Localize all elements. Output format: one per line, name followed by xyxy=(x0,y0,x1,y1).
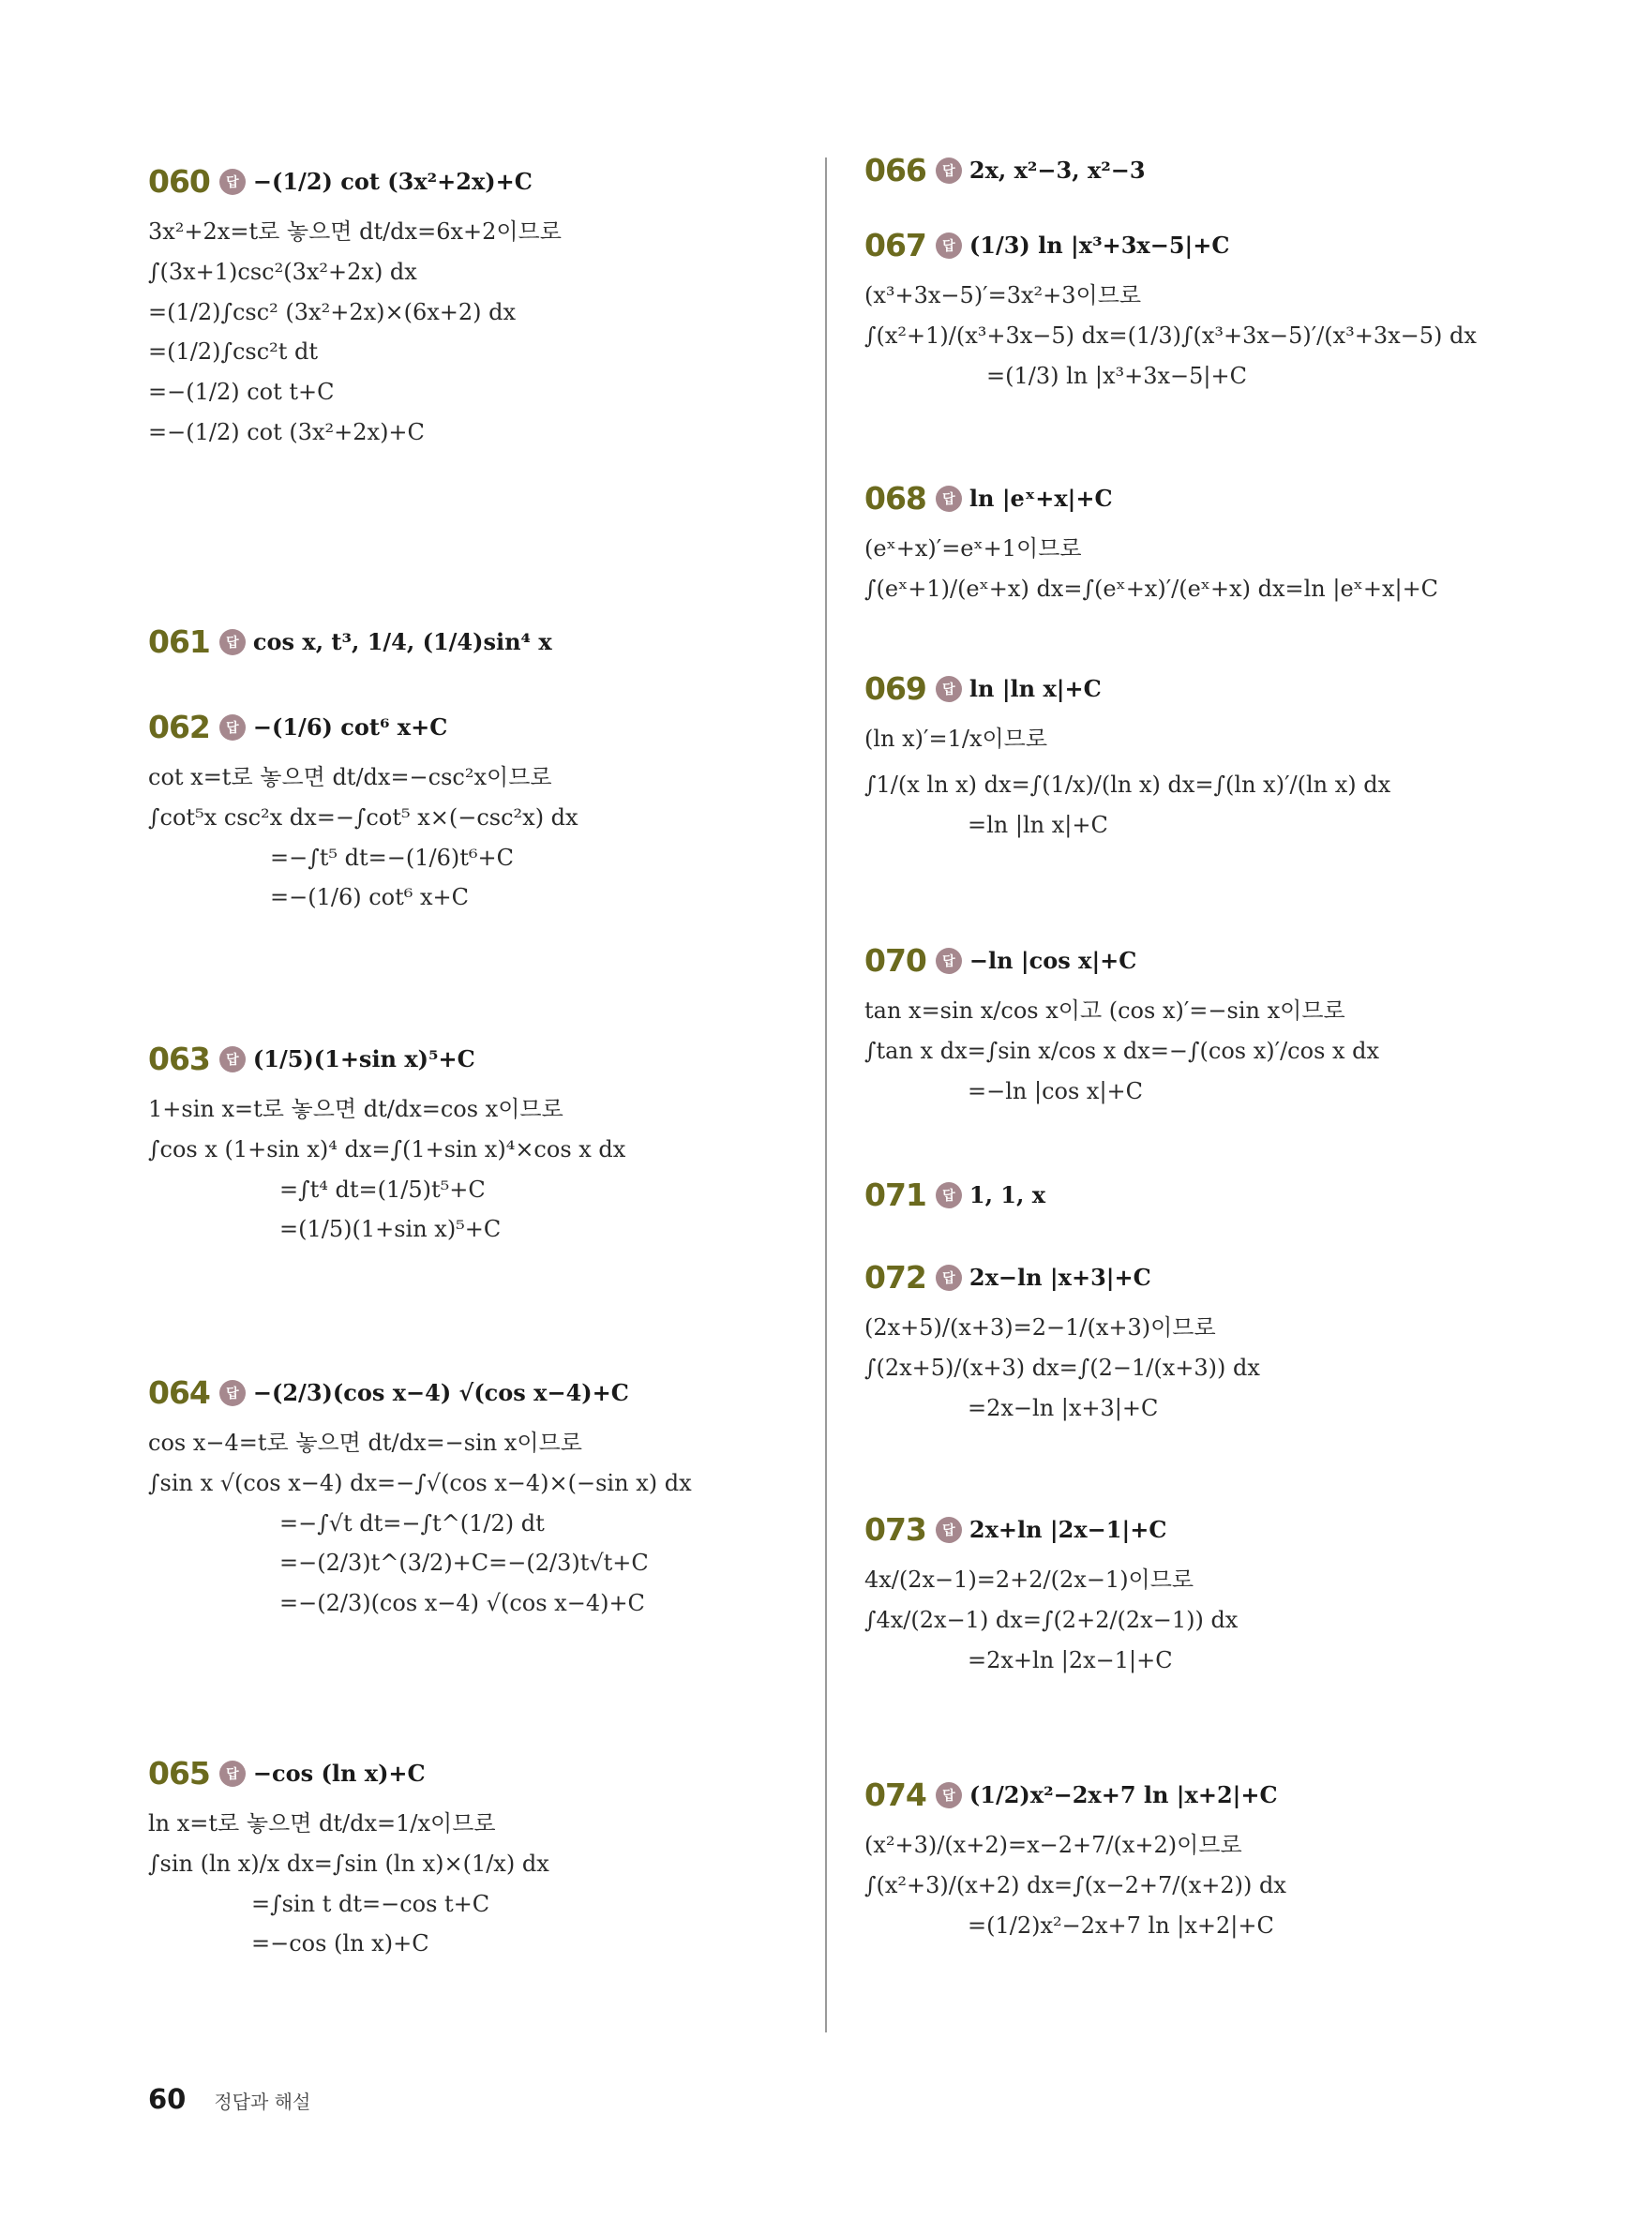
problem-062 xyxy=(148,709,578,911)
problem-071 xyxy=(864,1177,1045,1213)
solution-line: ∫4x/(2x−1) dx=∫(2+2/(2x−1)) dx xyxy=(864,1606,1239,1633)
solution-line: =−cos (ln x)+C xyxy=(251,1930,429,1957)
problem-073 xyxy=(864,1511,1238,1673)
solution-line: =∫t⁴ dt=(1/5)t⁵+C xyxy=(279,1176,486,1203)
solution-line: ∫(x²+1)/(x³+3x−5) dx=(1/3)∫(x³+3x−5)′/(x³+3x−5) dx xyxy=(864,322,1477,349)
solution-line: 4x/(2x−1)=2+2/(2x−1)이므로 xyxy=(864,1567,1194,1593)
answer-text: 2x−ln |x+3|+C xyxy=(969,1264,1151,1291)
problem-number: 071 xyxy=(864,1177,926,1213)
problem-069 xyxy=(864,670,1390,838)
problem-number: 064 xyxy=(148,1374,210,1411)
answer-badge: 답 xyxy=(219,1046,246,1072)
solution-line: 1+sin x=t로 놓으면 dt/dx=cos x이므로 xyxy=(148,1096,563,1122)
answer-badge: 답 xyxy=(219,1761,246,1787)
answer-badge: 답 xyxy=(936,676,962,702)
problem-number: 072 xyxy=(864,1259,926,1296)
solution-line: =(1/5)(1+sin x)⁵+C xyxy=(279,1216,502,1243)
answer-badge: 답 xyxy=(936,1265,962,1291)
solution-line: =(1/3) ln |x³+3x−5|+C xyxy=(986,362,1247,389)
solution-line: ∫(x²+3)/(x+2) dx=∫(x−2+7/(x+2)) dx xyxy=(864,1871,1286,1898)
problem-065 xyxy=(148,1755,549,1957)
solution-line: ∫1/(x ln x) dx=∫(1/x)/(ln x) dx=∫(ln x)′/(ln x) dx xyxy=(864,771,1391,798)
column-divider xyxy=(825,157,827,2032)
answer-text: −(2/3)(cos x−4) √(cos x−4)+C xyxy=(252,1379,629,1406)
answer-text: (1/2)x²−2x+7 ln |x+2|+C xyxy=(969,1781,1278,1808)
problem-number: 074 xyxy=(864,1777,926,1813)
page-footer xyxy=(148,2083,310,2115)
problem-064 xyxy=(148,1374,692,1617)
problem-number: 069 xyxy=(864,670,926,707)
problem-068 xyxy=(864,480,1438,603)
answer-badge: 답 xyxy=(219,169,246,195)
problem-number: 060 xyxy=(148,163,210,200)
answer-badge: 답 xyxy=(936,486,962,512)
solution-line: (2x+5)/(x+3)=2−1/(x+3)이므로 xyxy=(864,1314,1216,1341)
problem-066 xyxy=(864,152,1146,188)
solution-line: =2x−ln |x+3|+C xyxy=(968,1394,1159,1421)
problem-number: 067 xyxy=(864,227,926,263)
answer-badge: 답 xyxy=(936,157,962,184)
solution-line: =−(1/6) cot⁶ x+C xyxy=(270,884,469,911)
problem-number: 063 xyxy=(148,1041,210,1077)
solution-line: ∫cos x (1+sin x)⁴ dx=∫(1+sin x)⁴×cos x dx xyxy=(148,1135,626,1162)
answer-text: −(1/2) cot (3x²+2x)+C xyxy=(252,168,533,195)
problem-number: 062 xyxy=(148,709,210,745)
problem-number: 073 xyxy=(864,1511,926,1548)
answer-text: −ln |cos x|+C xyxy=(969,947,1137,974)
solution-line: 3x²+2x=t로 놓으면 dt/dx=6x+2이므로 xyxy=(148,218,562,245)
solution-line: =−(2/3)t^(3/2)+C=−(2/3)t√t+C xyxy=(279,1550,649,1577)
answer-badge: 답 xyxy=(936,1182,962,1208)
answer-text: ln |ln x|+C xyxy=(969,675,1102,702)
problem-number: 070 xyxy=(864,942,926,979)
solution-line: =(1/2)x²−2x+7 ln |x+2|+C xyxy=(968,1912,1274,1939)
solution-line: =−∫√t dt=−∫t^(1/2) dt xyxy=(279,1509,545,1537)
solution-line: (x³+3x−5)′=3x²+3이므로 xyxy=(864,282,1142,308)
answer-text: (1/5)(1+sin x)⁵+C xyxy=(252,1045,475,1072)
solution-line: =2x+ln |2x−1|+C xyxy=(968,1646,1173,1673)
solution-line: (eˣ+x)′=eˣ+1이므로 xyxy=(864,535,1082,562)
answer-badge: 답 xyxy=(936,948,962,974)
solution-line: =−(2/3)(cos x−4) √(cos x−4)+C xyxy=(279,1590,645,1617)
answer-text: cos x, t³, 1/4, (1/4)sin⁴ x xyxy=(252,628,552,655)
answer-text: ln |eˣ+x|+C xyxy=(969,485,1113,512)
solution-line: ∫(3x+1)csc²(3x²+2x) dx xyxy=(148,258,417,285)
solution-line: ln x=t로 놓으면 dt/dx=1/x이므로 xyxy=(148,1810,496,1837)
problem-061 xyxy=(148,623,552,660)
answer-text: −(1/6) cot⁶ x+C xyxy=(252,713,448,741)
answer-text: −cos (ln x)+C xyxy=(252,1760,426,1787)
solution-line: ∫tan x dx=∫sin x/cos x dx=−∫(cos x)′/cos x dx xyxy=(864,1037,1380,1064)
problem-074 xyxy=(864,1777,1286,1939)
problem-070 xyxy=(864,942,1379,1104)
answer-badge: 답 xyxy=(219,1380,246,1406)
solution-line: =ln |ln x|+C xyxy=(968,811,1108,838)
solution-line: ∫(eˣ+1)/(eˣ+x) dx=∫(eˣ+x)′/(eˣ+x) dx=ln |eˣ+x|+C xyxy=(864,575,1439,602)
solution-line: ∫(2x+5)/(x+3) dx=∫(2−1/(x+3)) dx xyxy=(864,1354,1260,1381)
problem-067 xyxy=(864,227,1477,389)
problem-063 xyxy=(148,1041,625,1243)
solution-line: =−∫t⁵ dt=−(1/6)t⁶+C xyxy=(270,844,514,871)
problem-number: 066 xyxy=(864,152,926,188)
solution-line: =(1/2)∫csc²t dt xyxy=(148,338,319,366)
answer-badge: 답 xyxy=(219,714,246,741)
answer-badge: 답 xyxy=(936,1782,962,1808)
problem-number: 065 xyxy=(148,1755,210,1792)
section-title: 정답과 해설 xyxy=(214,2091,311,2113)
solution-line: =−ln |cos x|+C xyxy=(968,1077,1143,1104)
solution-line: =(1/2)∫csc² (3x²+2x)×(6x+2) dx xyxy=(148,298,517,325)
solution-line: =−(1/2) cot (3x²+2x)+C xyxy=(148,418,425,445)
solution-line: (ln x)′=1/x이므로 xyxy=(864,726,1048,752)
solution-line: =∫sin t dt=−cos t+C xyxy=(251,1890,490,1917)
solution-line: (x²+3)/(x+2)=x−2+7/(x+2)이므로 xyxy=(864,1832,1242,1858)
solution-line: =−(1/2) cot t+C xyxy=(148,379,335,406)
answer-text: 2x+ln |2x−1|+C xyxy=(969,1516,1167,1543)
page-number: 60 xyxy=(148,2083,187,2115)
solution-line: ∫sin (ln x)/x dx=∫sin (ln x)×(1/x) dx xyxy=(148,1850,549,1877)
answer-text: 1, 1, x xyxy=(969,1181,1046,1208)
problem-number: 068 xyxy=(864,480,926,517)
solution-line: ∫cot⁵x csc²x dx=−∫cot⁵ x×(−csc²x) dx xyxy=(148,803,578,831)
solution-line: tan x=sin x/cos x이고 (cos x)′=−sin x이므로 xyxy=(864,997,1345,1024)
answer-badge: 답 xyxy=(219,629,246,655)
problem-number: 061 xyxy=(148,623,210,660)
answer-text: 2x, x²−3, x²−3 xyxy=(969,157,1146,184)
problem-072 xyxy=(864,1259,1260,1421)
problem-060 xyxy=(148,163,562,446)
answer-text: (1/3) ln |x³+3x−5|+C xyxy=(969,232,1230,259)
solution-line: ∫sin x √(cos x−4) dx=−∫√(cos x−4)×(−sin x) dx xyxy=(148,1469,692,1496)
solution-line: cot x=t로 놓으면 dt/dx=−csc²x이므로 xyxy=(148,764,552,790)
answer-badge: 답 xyxy=(936,1517,962,1543)
solution-line: cos x−4=t로 놓으면 dt/dx=−sin x이므로 xyxy=(148,1430,582,1456)
answer-badge: 답 xyxy=(936,232,962,259)
